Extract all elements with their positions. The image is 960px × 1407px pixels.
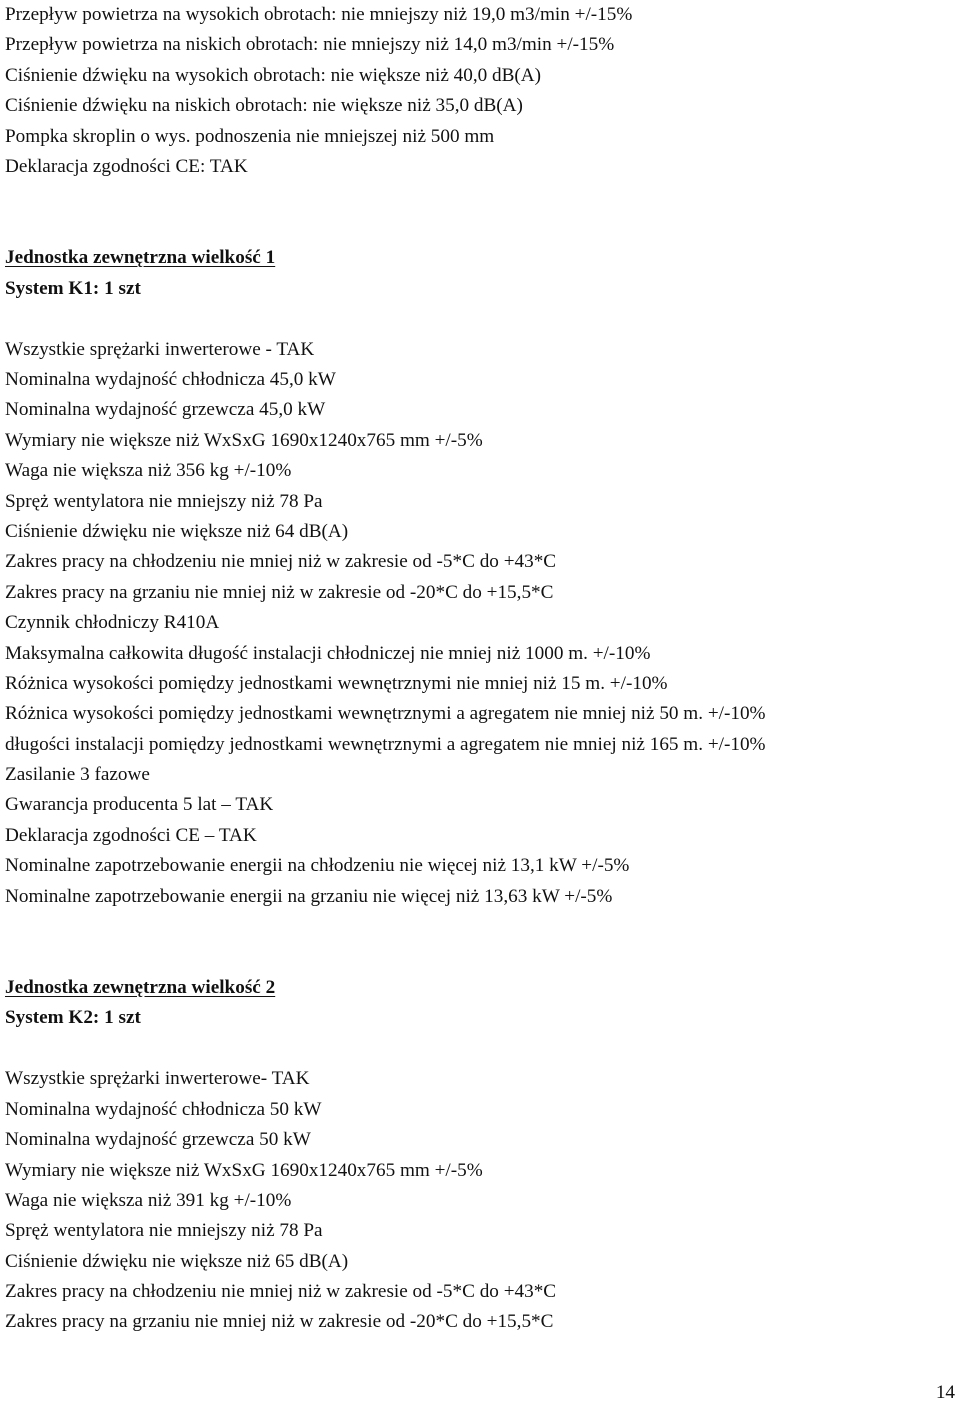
spec-line: Nominalne zapotrzebowanie energii na grzaniu nie więcej niż 13,63 kW +/-5% (5, 885, 613, 907)
spec-line: Zakres pracy na grzaniu nie mniej niż w zakresie od -20*C do +15,5*C (5, 1311, 554, 1333)
unit-1-system: System K1: 1 szt (5, 277, 141, 299)
spec-line: Ciśnienie dźwięku na wysokich obrotach: nie większe niż 40,0 dB(A) (5, 64, 542, 86)
spec-line: Nominalna wydajność grzewcza 45,0 kW (5, 399, 326, 421)
spec-line: Spręż wentylatora nie mniejszy niż 78 Pa (5, 490, 323, 512)
spec-line: Zakres pracy na chłodzeniu nie mniej niż w zakresie od -5*C do +43*C (5, 1281, 557, 1303)
spec-line: Nominalna wydajność grzewcza 50 kW (5, 1129, 311, 1151)
spec-line: Spręż wentylatora nie mniejszy niż 78 Pa (5, 1220, 323, 1242)
spec-line: Deklaracja zgodności CE – TAK (5, 824, 257, 846)
spec-line: Nominalna wydajność chłodnicza 45,0 kW (5, 369, 336, 391)
unit-2-spec-list (5, 1064, 955, 1338)
spec-line: długości instalacji pomiędzy jednostkami wewnętrznymi a agregatem nie mniej niż 165 m. +/-10% (5, 733, 766, 755)
section-spacer (5, 912, 955, 973)
spec-line: Różnica wysokości pomiędzy jednostkami wewnętrznymi nie mniej niż 15 m. +/-10% (5, 672, 668, 694)
spec-line: Zakres pracy na grzaniu nie mniej niż w zakresie od -20*C do +15,5*C (5, 581, 554, 603)
page-number: 14 (935, 1382, 955, 1403)
section-spacer (5, 304, 955, 335)
document-page (5, 0, 955, 1338)
spec-line: Zakres pracy na chłodzeniu nie mniej niż w zakresie od -5*C do +43*C (5, 551, 557, 573)
spec-line: Nominalne zapotrzebowanie energii na chłodzeniu nie więcej niż 13,1 kW +/-5% (5, 855, 630, 877)
unit-2-heading: Jednostka zewnętrzna wielkość 2 (5, 977, 276, 999)
unit-1-section (5, 243, 955, 912)
spec-line: Wszystkie sprężarki inwerterowe - TAK (5, 338, 315, 360)
spec-line: Pompka skroplin o wys. podnoszenia nie mniejszej niż 500 mm (5, 125, 495, 147)
unit-2-section (5, 973, 955, 1338)
intro-spec-list (5, 0, 955, 182)
spec-line: Waga nie większa niż 356 kg +/-10% (5, 460, 292, 482)
spec-line: Ciśnienie dźwięku nie większe niż 64 dB(A) (5, 520, 349, 542)
spec-line: Nominalna wydajność chłodnicza 50 kW (5, 1098, 322, 1120)
spec-line: Wymiary nie większe niż WxSxG 1690x1240x765 mm +/-5% (5, 429, 483, 451)
spec-line: Wymiary nie większe niż WxSxG 1690x1240x765 mm +/-5% (5, 1159, 483, 1181)
spec-line: Przepływ powietrza na wysokich obrotach: nie mniejszy niż 19,0 m3/min +/-15% (5, 4, 633, 25)
spec-line: Ciśnienie dźwięku nie większe niż 65 dB(A) (5, 1250, 349, 1272)
spec-line: Maksymalna całkowita długość instalacji chłodniczej nie mniej niż 1000 m. +/-10% (5, 642, 651, 664)
spec-line: Wszystkie sprężarki inwerterowe- TAK (5, 1068, 310, 1090)
section-spacer (5, 1034, 955, 1065)
unit-2-system: System K2: 1 szt (5, 1007, 141, 1029)
spec-line: Czynnik chłodniczy R410A (5, 612, 220, 634)
unit-1-spec-list (5, 335, 955, 912)
spec-line: Zasilanie 3 fazowe (5, 764, 150, 786)
spec-line: Gwarancja producenta 5 lat – TAK (5, 794, 274, 816)
spec-line: Waga nie większa niż 391 kg +/-10% (5, 1189, 292, 1211)
section-spacer (5, 182, 955, 243)
spec-line: Ciśnienie dźwięku na niskich obrotach: nie większe niż 35,0 dB(A) (5, 95, 523, 117)
unit-1-heading: Jednostka zewnętrzna wielkość 1 (5, 247, 276, 269)
spec-line: Różnica wysokości pomiędzy jednostkami wewnętrznymi a agregatem nie mniej niż 50 m. +/-10% (5, 703, 766, 725)
spec-line: Deklaracja zgodności CE: TAK (5, 155, 248, 177)
spec-line: Przepływ powietrza na niskich obrotach: nie mniejszy niż 14,0 m3/min +/-15% (5, 34, 615, 56)
